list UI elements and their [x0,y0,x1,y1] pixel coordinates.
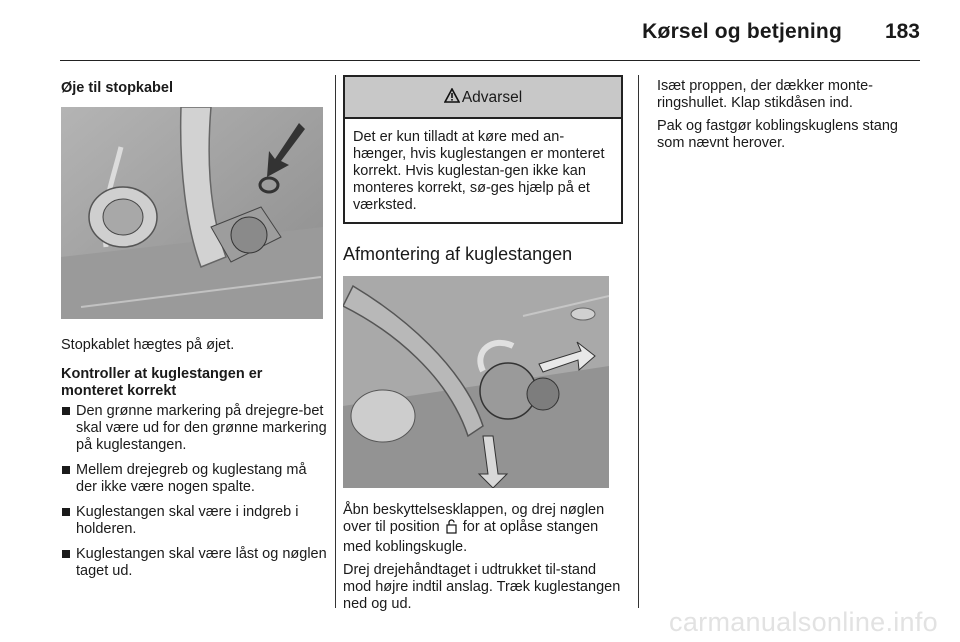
warning-text: Det er kun tilladt at køre med an-hænger, hvis kuglestangen er monteret korrekt. Hvis kuglestan-gen ikke kan monteres korrekt, sø-ges hjælp på et værksted. [353,129,605,213]
warning-header [345,77,621,119]
section-title-removal: Afmontering af kuglestangen [343,244,573,264]
instruction-turn-handle: Drej drejehåndtaget i udtrukket til-stand mod højre indtil anslag. Træk kuglestangen ned og ud. [343,562,621,612]
header-divider [60,60,920,61]
bullet-square-icon [62,508,70,516]
instruction-insert-plug: Isæt proppen, der dækker monte-ringshullet. Klap stikdåsen ind. [657,78,873,111]
section-heading-check-mounting: Kontroller at kuglestangen er monteret korrekt [61,366,263,399]
column-divider-2 [638,75,639,608]
instruction-unlock: Åbn beskyttelsesklappen, og drej nøglen over til position for at oplåse stangen med koblingskugle. [343,502,605,555]
warning-box [343,75,623,224]
list-item: Mellem drejegreb og kuglestang må der ikke være nogen spalte. [61,462,327,496]
check-list [61,403,327,580]
figure-removal [343,276,609,488]
warning-title: Advarsel [461,88,523,106]
section-heading-stop-cable: Øje til stopkabel [61,80,173,96]
page-number: 183 [884,20,920,43]
column-divider-1 [335,75,336,608]
figure-stop-cable-eye [61,107,323,319]
unlock-key-position-icon [446,519,457,539]
bullet-square-icon [62,550,70,558]
page-header-title: Kørsel og betjening [642,20,842,43]
list-item: Den grønne markering på drejegre-bet skal være ud for den grønne markering på kuglestangen. [61,403,327,454]
instruction-pack: Pak og fastgør koblingskuglens stang som nævnt herover. [657,118,898,151]
list-item: Kuglestangen skal være i indgreb i holderen. [61,504,327,538]
bullet-square-icon [62,407,70,415]
figure-caption-stop-cable: Stopkablet hægtes på øjet. [61,337,235,353]
column-left [61,80,327,588]
bullet-square-icon [62,466,70,474]
warning-triangle-icon [444,88,460,107]
watermark: carmanualsonline.info [669,607,938,637]
list-item: Kuglestangen skal være låst og nøglen taget ud. [61,546,327,580]
column-middle [343,75,625,613]
column-right [657,78,922,152]
